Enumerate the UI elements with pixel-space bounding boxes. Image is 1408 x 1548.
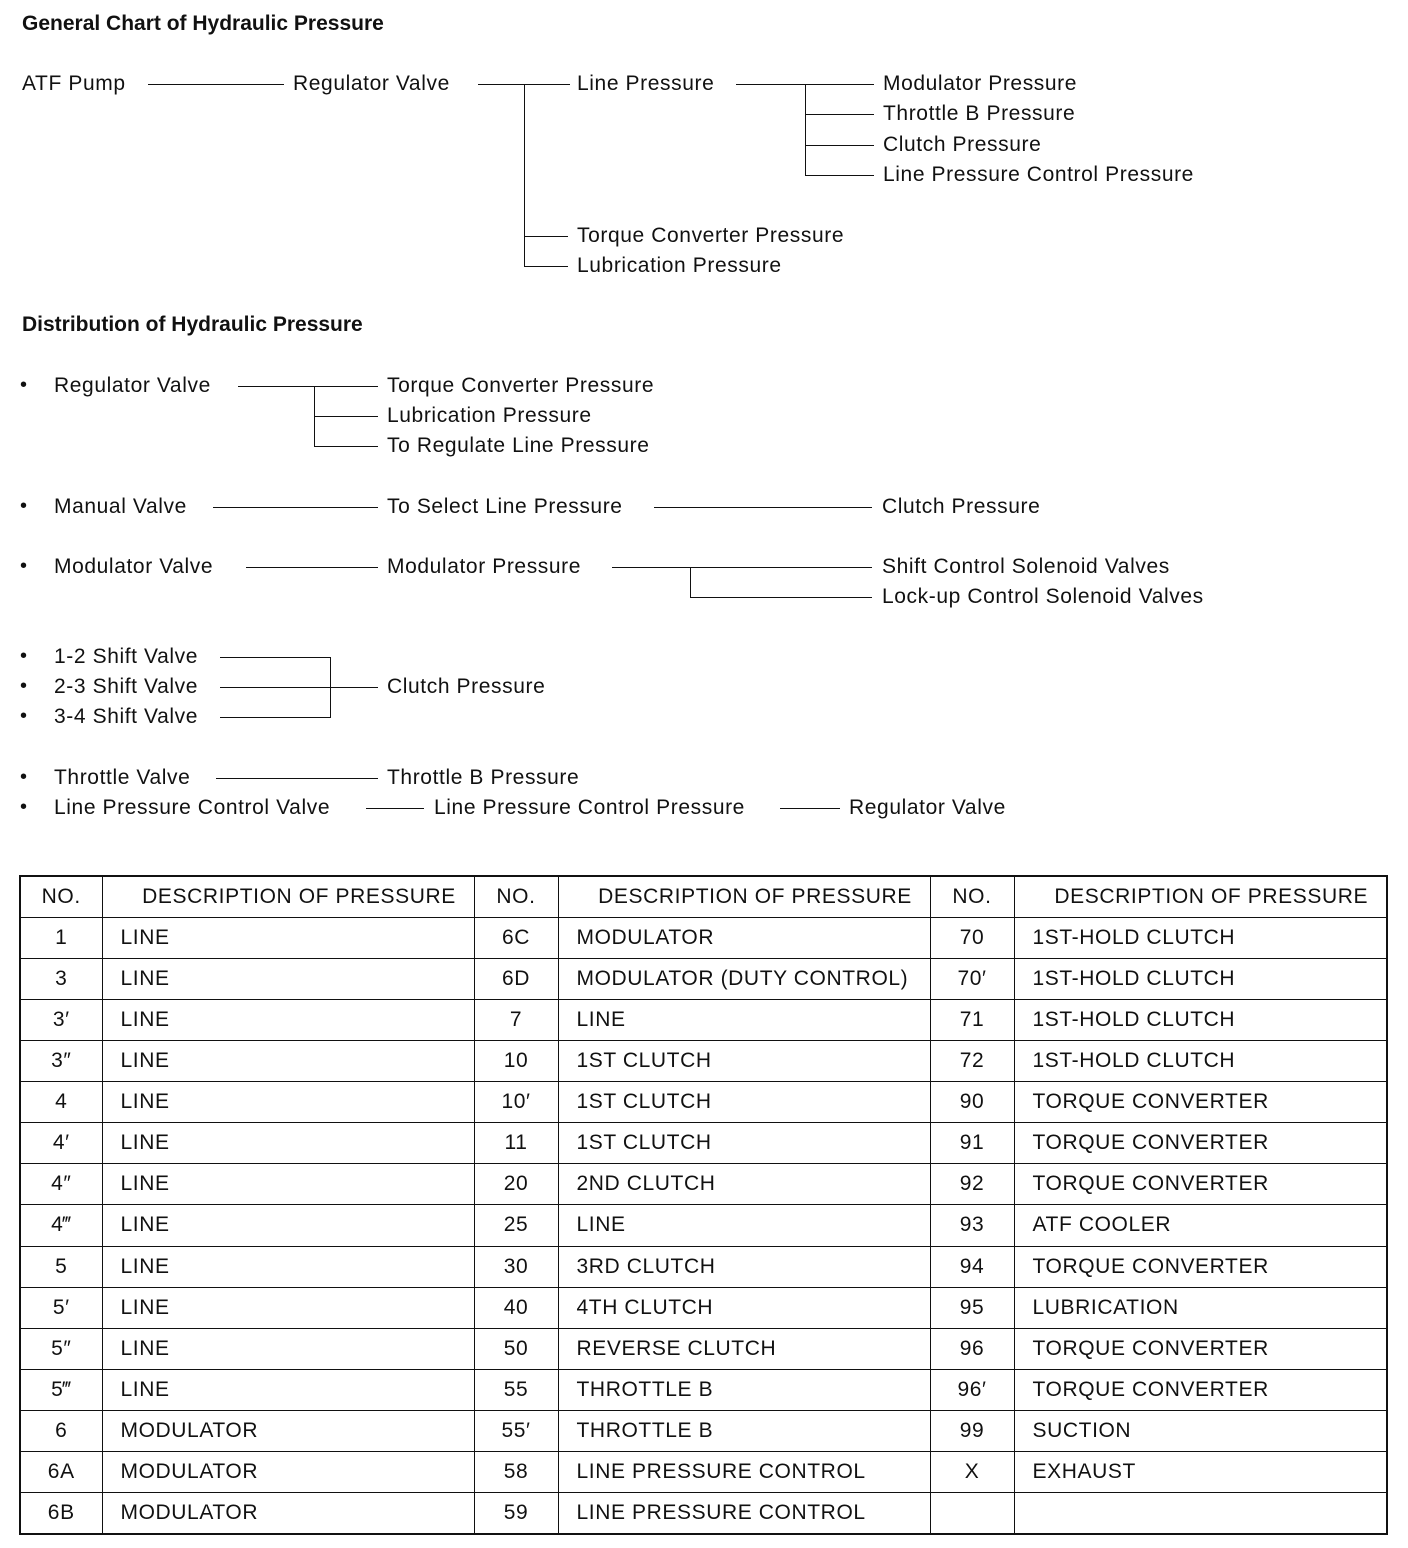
table-row [20, 1410, 1387, 1451]
pressure-number-cell: 10′ [474, 1082, 558, 1123]
pressure-description-cell [1014, 1492, 1387, 1534]
pressure-number-cell: 4‴ [20, 1205, 102, 1246]
pressure-description-cell: 3RD CLUTCH [558, 1246, 930, 1287]
column-header: DESCRIPTION OF PRESSURE [102, 876, 474, 918]
bullet: • [20, 495, 28, 517]
column-header: NO. [930, 876, 1014, 918]
table-row [20, 959, 1387, 1000]
pressure-number-cell: 6D [474, 959, 558, 1000]
line-output: Clutch Pressure [883, 133, 1042, 156]
pressure-number-cell: 5′ [20, 1287, 102, 1328]
pressure-number-cell: 5‴ [20, 1369, 102, 1410]
pressure-description-cell: EXHAUST [1014, 1451, 1387, 1492]
pressure-number-cell: 92 [930, 1164, 1014, 1205]
pressure-description-cell: LINE [102, 1369, 474, 1410]
pressure-description-cell: 1ST-HOLD CLUTCH [1014, 959, 1387, 1000]
pressure-number-cell: 6 [20, 1410, 102, 1451]
pressure-number-cell: 96 [930, 1328, 1014, 1369]
regulator-output: Lubrication Pressure [577, 254, 782, 277]
column-header: NO. [474, 876, 558, 918]
shift-valve-source: 2-3 Shift Valve [54, 675, 199, 698]
column-header: NO. [20, 876, 102, 918]
connector-line [220, 687, 378, 688]
connector-line [216, 778, 378, 779]
pressure-description-cell: MODULATOR [102, 1492, 474, 1534]
pressure-number-cell: 50 [474, 1328, 558, 1369]
column-header: DESCRIPTION OF PRESSURE [558, 876, 930, 918]
pressure-description-cell: LINE [558, 1000, 930, 1041]
pressure-number-cell: 7 [474, 1000, 558, 1041]
pressure-number-cell: 5″ [20, 1328, 102, 1369]
pressure-description-cell: LINE PRESSURE CONTROL [558, 1451, 930, 1492]
pressure-description-cell: LINE [102, 1000, 474, 1041]
pressure-number-cell: 6A [20, 1451, 102, 1492]
lpc-valve-output: Regulator Valve [849, 796, 1006, 819]
table-row [20, 1164, 1387, 1205]
pressure-number-cell: 90 [930, 1082, 1014, 1123]
pressure-number-cell: 58 [474, 1451, 558, 1492]
bullet: • [20, 796, 28, 818]
pressure-description-cell: THROTTLE B [558, 1369, 930, 1410]
branch-line [330, 657, 331, 717]
pressure-description-cell: LINE [558, 1205, 930, 1246]
pressure-number-cell: 3′ [20, 1000, 102, 1041]
pressure-description-cell: LINE [102, 1164, 474, 1205]
line-pressure-label: Line Pressure [577, 72, 715, 95]
connector-line [805, 114, 874, 115]
pressure-description-cell: LINE PRESSURE CONTROL [558, 1492, 930, 1534]
lpc-valve-source: Line Pressure Control Valve [54, 796, 331, 819]
pressure-number-cell: 20 [474, 1164, 558, 1205]
pressure-number-cell: 70′ [930, 959, 1014, 1000]
pressure-description-cell: TORQUE CONVERTER [1014, 1164, 1387, 1205]
pressure-table [19, 875, 1388, 1535]
pressure-number-cell: 72 [930, 1041, 1014, 1082]
throttle-valve-output: Throttle B Pressure [387, 766, 580, 789]
pressure-number-cell: 55 [474, 1369, 558, 1410]
pressure-description-cell: THROTTLE B [558, 1410, 930, 1451]
pressure-description-cell: SUCTION [1014, 1410, 1387, 1451]
pressure-description-cell: TORQUE CONVERTER [1014, 1082, 1387, 1123]
table-row [20, 1205, 1387, 1246]
connector-line [805, 145, 874, 146]
branch-line [690, 567, 691, 597]
throttle-valve-source: Throttle Valve [54, 766, 191, 789]
pressure-description-cell: TORQUE CONVERTER [1014, 1369, 1387, 1410]
connector-line [213, 507, 378, 508]
pressure-number-cell: 95 [930, 1287, 1014, 1328]
connector-line [238, 386, 378, 387]
table-body [20, 918, 1387, 1535]
pressure-description-cell: MODULATOR [102, 1410, 474, 1451]
branch-line [524, 84, 525, 266]
table-row [20, 1246, 1387, 1287]
line-output: Modulator Pressure [883, 72, 1078, 95]
shift-valve-output: Clutch Pressure [387, 675, 546, 698]
bullet: • [20, 645, 28, 667]
shift-valve-source: 3-4 Shift Valve [54, 705, 199, 728]
pressure-number-cell: 59 [474, 1492, 558, 1534]
pressure-number-cell: 55′ [474, 1410, 558, 1451]
general-chart-title: General Chart of Hydraulic Pressure [22, 12, 384, 35]
pressure-number-cell: 4′ [20, 1123, 102, 1164]
table-row [20, 1451, 1387, 1492]
pressure-description-cell: LINE [102, 1246, 474, 1287]
pressure-description-cell: TORQUE CONVERTER [1014, 1123, 1387, 1164]
pressure-number-cell: 6B [20, 1492, 102, 1534]
pressure-number-cell: 5 [20, 1246, 102, 1287]
pressure-number-cell: 4″ [20, 1164, 102, 1205]
connector-line [366, 808, 424, 809]
pressure-number-cell: 25 [474, 1205, 558, 1246]
regulator-output: Lubrication Pressure [387, 404, 592, 427]
modulator-valve-source: Modulator Valve [54, 555, 214, 578]
connector-line [780, 808, 840, 809]
pressure-description-cell: LINE [102, 1123, 474, 1164]
connector-line [246, 567, 378, 568]
connector-line [220, 657, 331, 658]
pressure-number-cell: 6C [474, 918, 558, 959]
regulator-output: Torque Converter Pressure [577, 224, 845, 247]
table-row [20, 1328, 1387, 1369]
pressure-description-cell: 1ST-HOLD CLUTCH [1014, 1041, 1387, 1082]
connector-line [148, 84, 284, 85]
pressure-description-cell: REVERSE CLUTCH [558, 1328, 930, 1369]
pressure-number-cell [930, 1492, 1014, 1534]
table-header-row [20, 876, 1387, 918]
pressure-description-cell: 2ND CLUTCH [558, 1164, 930, 1205]
line-output: Throttle B Pressure [883, 102, 1076, 125]
pressure-description-cell: 1ST CLUTCH [558, 1041, 930, 1082]
pressure-number-cell: 94 [930, 1246, 1014, 1287]
connector-line [612, 567, 872, 568]
manual-valve-source: Manual Valve [54, 495, 187, 518]
regulator-valve-source: Regulator Valve [54, 374, 211, 397]
modulator-output: Lock-up Control Solenoid Valves [882, 585, 1204, 608]
regulator-output: Torque Converter Pressure [387, 374, 655, 397]
pressure-description-cell: MODULATOR [558, 918, 930, 959]
lpc-valve-middle: Line Pressure Control Pressure [434, 796, 745, 819]
pressure-number-cell: 10 [474, 1041, 558, 1082]
bullet: • [20, 555, 28, 577]
connector-line [805, 175, 874, 176]
modulator-output: Shift Control Solenoid Valves [882, 555, 1170, 578]
pressure-description-cell: LINE [102, 1205, 474, 1246]
regulator-valve-label: Regulator Valve [293, 72, 450, 95]
table-row [20, 1369, 1387, 1410]
pressure-number-cell: 96′ [930, 1369, 1014, 1410]
pressure-description-cell: MODULATOR [102, 1451, 474, 1492]
modulator-valve-middle: Modulator Pressure [387, 555, 582, 578]
pressure-number-cell: 91 [930, 1123, 1014, 1164]
manual-valve-output: Clutch Pressure [882, 495, 1041, 518]
branch-line [805, 84, 806, 175]
pressure-number-cell: 99 [930, 1410, 1014, 1451]
table-row [20, 1287, 1387, 1328]
column-header: DESCRIPTION OF PRESSURE [1014, 876, 1387, 918]
bullet: • [20, 766, 28, 788]
bullet: • [20, 705, 28, 727]
pressure-number-cell: 71 [930, 1000, 1014, 1041]
atf-pump-label: ATF Pump [22, 72, 126, 95]
pressure-number-cell: 1 [20, 918, 102, 959]
line-output: Line Pressure Control Pressure [883, 163, 1194, 186]
pressure-description-cell: ATF COOLER [1014, 1205, 1387, 1246]
pressure-number-cell: X [930, 1451, 1014, 1492]
pressure-description-cell: 4TH CLUTCH [558, 1287, 930, 1328]
pressure-description-cell: LUBRICATION [1014, 1287, 1387, 1328]
pressure-description-cell: LINE [102, 1082, 474, 1123]
pressure-description-cell: 1ST-HOLD CLUTCH [1014, 918, 1387, 959]
pressure-description-cell: TORQUE CONVERTER [1014, 1246, 1387, 1287]
table-row [20, 1000, 1387, 1041]
pressure-number-cell: 11 [474, 1123, 558, 1164]
pressure-number-cell: 4 [20, 1082, 102, 1123]
pressure-number-cell: 93 [930, 1205, 1014, 1246]
connector-line [220, 717, 331, 718]
pressure-number-cell: 70 [930, 918, 1014, 959]
table-row [20, 1082, 1387, 1123]
pressure-description-cell: LINE [102, 1328, 474, 1369]
pressure-description-cell: LINE [102, 959, 474, 1000]
pressure-description-cell: 1ST-HOLD CLUTCH [1014, 1000, 1387, 1041]
table-row [20, 1041, 1387, 1082]
pressure-description-cell: LINE [102, 1287, 474, 1328]
bullet: • [20, 675, 28, 697]
connector-line [524, 266, 568, 267]
pressure-description-cell: LINE [102, 918, 474, 959]
distribution-title: Distribution of Hydraulic Pressure [22, 313, 363, 336]
pressure-description-cell: LINE [102, 1041, 474, 1082]
pressure-number-cell: 40 [474, 1287, 558, 1328]
connector-line [524, 236, 568, 237]
connector-line [314, 416, 378, 417]
pressure-description-cell: 1ST CLUTCH [558, 1123, 930, 1164]
pressure-description-cell: MODULATOR (DUTY CONTROL) [558, 959, 930, 1000]
table-row [20, 1123, 1387, 1164]
regulator-output: To Regulate Line Pressure [387, 434, 650, 457]
pressure-number-cell: 3 [20, 959, 102, 1000]
manual-valve-middle: To Select Line Pressure [387, 495, 623, 518]
shift-valve-source: 1-2 Shift Valve [54, 645, 199, 668]
table-row [20, 918, 1387, 959]
pressure-number-cell: 3″ [20, 1041, 102, 1082]
pressure-description-cell: 1ST CLUTCH [558, 1082, 930, 1123]
pressure-description-cell: TORQUE CONVERTER [1014, 1328, 1387, 1369]
connector-line [314, 446, 378, 447]
pressure-number-cell: 30 [474, 1246, 558, 1287]
bullet: • [20, 374, 28, 396]
connector-line [654, 507, 872, 508]
table-row [20, 1492, 1387, 1534]
connector-line [690, 597, 872, 598]
